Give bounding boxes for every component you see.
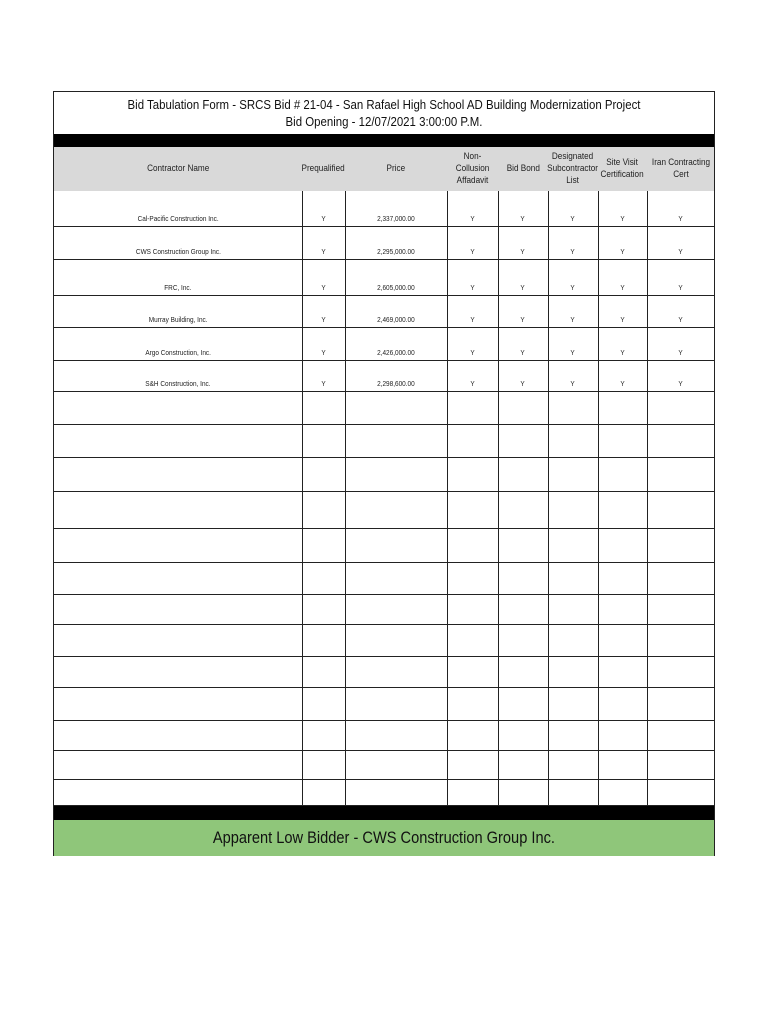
top-divider-bar bbox=[54, 134, 714, 147]
non-collusion-cell: Y bbox=[470, 315, 475, 324]
bid-bond-cell: Y bbox=[520, 348, 526, 357]
contractor-name-cell: CWS Construction Group Inc. bbox=[135, 247, 221, 256]
column-divider bbox=[548, 191, 549, 806]
subcontractor-list-cell: Y bbox=[570, 379, 576, 388]
non-collusion-cell: Y bbox=[470, 348, 475, 357]
price-cell: 2,426,000.00 bbox=[377, 348, 415, 357]
price-cell: 2,298,600.00 bbox=[377, 379, 415, 388]
bid-bond-cell: Y bbox=[520, 379, 526, 388]
column-header-site-visit: Site Visit Certification bbox=[600, 157, 645, 180]
form-title-block bbox=[94, 92, 675, 134]
empty-table-row bbox=[54, 595, 714, 625]
iran-cert-cell: Y bbox=[678, 315, 684, 324]
prequalified-cell: Y bbox=[321, 348, 326, 357]
contractor-name-cell: FRC, Inc. bbox=[164, 283, 192, 292]
form-title: Bid Tabulation Form - SRCS Bid # 21-04 - San Rafael High School AD Building Modernization Project bbox=[127, 97, 641, 112]
iran-cert-cell: Y bbox=[678, 214, 684, 223]
table-row bbox=[54, 227, 714, 260]
iran-cert-cell: Y bbox=[678, 348, 684, 357]
low-bidder-banner bbox=[54, 820, 714, 856]
bid-bond-cell: Y bbox=[520, 247, 526, 256]
site-visit-cell: Y bbox=[620, 315, 625, 324]
bid-table bbox=[54, 191, 714, 806]
site-visit-cell: Y bbox=[620, 214, 625, 223]
bid-tabulation-sheet bbox=[53, 91, 715, 856]
column-header-row bbox=[54, 147, 714, 191]
table-row bbox=[54, 260, 714, 296]
bid-bond-cell: Y bbox=[520, 283, 526, 292]
site-visit-cell: Y bbox=[620, 283, 625, 292]
empty-table-row bbox=[54, 529, 714, 563]
empty-table-row bbox=[54, 563, 714, 595]
empty-table-row bbox=[54, 657, 714, 688]
empty-table-row bbox=[54, 780, 714, 806]
bid-bond-cell: Y bbox=[520, 214, 526, 223]
contractor-name-cell: Argo Construction, Inc. bbox=[145, 348, 211, 357]
column-header-subcontractor-list: Designated Subcontractor List bbox=[547, 151, 599, 186]
column-divider bbox=[647, 191, 648, 806]
prequalified-cell: Y bbox=[321, 315, 326, 324]
bid-opening-date: Bid Opening - 12/07/2021 3:00:00 P.M. bbox=[285, 114, 483, 129]
prequalified-cell: Y bbox=[321, 214, 326, 223]
empty-table-row bbox=[54, 751, 714, 780]
bottom-divider-bar bbox=[54, 806, 714, 820]
price-cell: 2,605,000.00 bbox=[377, 283, 415, 292]
non-collusion-cell: Y bbox=[470, 214, 475, 223]
site-visit-cell: Y bbox=[620, 348, 625, 357]
subcontractor-list-cell: Y bbox=[570, 315, 576, 324]
empty-table-row bbox=[54, 458, 714, 492]
subcontractor-list-cell: Y bbox=[570, 214, 576, 223]
empty-table-row bbox=[54, 492, 714, 529]
prequalified-cell: Y bbox=[321, 247, 326, 256]
empty-table-row bbox=[54, 721, 714, 751]
empty-table-row bbox=[54, 625, 714, 657]
contractor-name-cell: Murray Building, Inc. bbox=[148, 315, 208, 324]
table-row bbox=[54, 296, 714, 328]
low-bidder-text: Apparent Low Bidder - CWS Construction Group Inc. bbox=[212, 828, 556, 847]
contractor-name-cell: S&H Construction, Inc. bbox=[145, 379, 211, 388]
iran-cert-cell: Y bbox=[678, 379, 684, 388]
price-cell: 2,337,000.00 bbox=[377, 214, 415, 223]
non-collusion-cell: Y bbox=[470, 247, 475, 256]
non-collusion-cell: Y bbox=[470, 283, 475, 292]
subcontractor-list-cell: Y bbox=[570, 348, 576, 357]
column-divider bbox=[302, 191, 303, 806]
column-header-bid-bond: Bid Bond bbox=[506, 163, 540, 174]
column-header-price: Price bbox=[386, 163, 406, 174]
prequalified-cell: Y bbox=[321, 283, 326, 292]
non-collusion-cell: Y bbox=[470, 379, 475, 388]
site-visit-cell: Y bbox=[620, 379, 625, 388]
column-divider bbox=[498, 191, 499, 806]
column-header-contractor-name: Contractor Name bbox=[146, 163, 210, 174]
subcontractor-list-cell: Y bbox=[570, 247, 576, 256]
column-header-iran-cert: Iran Contracting Cert bbox=[651, 157, 711, 180]
column-divider bbox=[598, 191, 599, 806]
column-header-non-collusion: Non-Collusion Affadavit bbox=[455, 151, 490, 186]
column-divider bbox=[447, 191, 448, 806]
subcontractor-list-cell: Y bbox=[570, 283, 576, 292]
price-cell: 2,469,000.00 bbox=[377, 315, 415, 324]
table-row bbox=[54, 191, 714, 227]
iran-cert-cell: Y bbox=[678, 247, 684, 256]
empty-table-row bbox=[54, 425, 714, 458]
contractor-name-cell: Cal-Pacific Construction Inc. bbox=[137, 214, 219, 223]
table-row bbox=[54, 328, 714, 361]
empty-table-row bbox=[54, 688, 714, 721]
column-divider bbox=[345, 191, 346, 806]
table-row bbox=[54, 361, 714, 392]
column-header-prequalified: Prequalified bbox=[301, 163, 346, 174]
bid-bond-cell: Y bbox=[520, 315, 526, 324]
prequalified-cell: Y bbox=[321, 379, 326, 388]
price-cell: 2,295,000.00 bbox=[377, 247, 415, 256]
empty-table-row bbox=[54, 392, 714, 425]
iran-cert-cell: Y bbox=[678, 283, 684, 292]
site-visit-cell: Y bbox=[620, 247, 625, 256]
